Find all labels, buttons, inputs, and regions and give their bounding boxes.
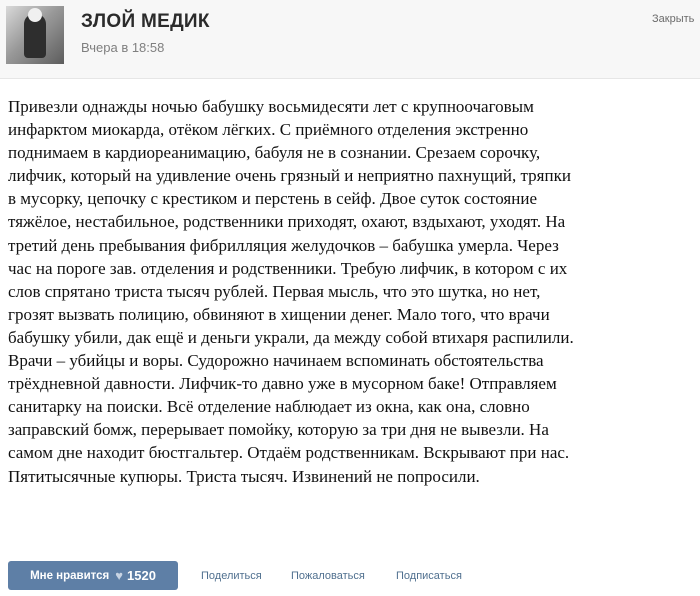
post-text-line: бабушку убили, дак ещё и деньги украли, да между собой втихаря распилили. (8, 327, 574, 347)
post-text (8, 95, 696, 488)
heart-icon: ♥ (115, 568, 123, 583)
post-text-line: слов спрятано триста тысяч рублей. Первая мысль, что это шутка, но нет, (8, 281, 541, 301)
group-name[interactable]: ЗЛОЙ МЕДИК (81, 11, 210, 32)
post-footer (0, 556, 700, 596)
post-text-line: в мусорку, цепочку с крестиком и перстень в сейф. Двое суток состояние (8, 189, 537, 209)
post-text-line: самом дне находит бюстгальтер. Отдаём родственникам. Вскрывают при нас. (8, 443, 570, 463)
share-link[interactable]: Поделиться (201, 570, 262, 582)
post-text-line: санитарку на поиски. Всё отделение наблюдает из окна, как она, словно (8, 397, 530, 417)
report-link[interactable]: Пожаловаться (291, 570, 365, 582)
like-button[interactable] (8, 561, 178, 590)
post-text-line: час на пороге зав. отделения и родственники. Требую лифчик, в котором с их (8, 258, 568, 278)
avatar-head (28, 8, 42, 22)
close-button[interactable]: Закрыть (652, 13, 695, 25)
subscribe-link[interactable]: Подписаться (396, 570, 462, 582)
like-count: 1520 (127, 568, 156, 583)
post-text-line: трёхдневной давности. Лифчик-то давно уже в мусорном баке! Отправляем (8, 374, 557, 394)
post-text-line: Привезли однажды ночью бабушку восьмидесяти лет с крупноочаговым (8, 97, 534, 116)
post-text-line: заправский бомж, перерывает помойку, которую за три дня не вывезли. На (8, 420, 549, 440)
post-header (0, 0, 700, 79)
group-avatar[interactable] (6, 6, 64, 64)
post-text-line: инфарктом миокарда, отёком лёгких. С приёмного отделения экстренно (8, 120, 529, 140)
post-text-line: лифчик, который на удивление очень грязный и неприятно пахнущий, тряпки (8, 166, 571, 186)
like-label: Мне нравится (30, 569, 110, 582)
post-text-line: тяжёлое, нестабильное, родственники приходят, охают, вздыхают, уходят. На (8, 212, 566, 232)
post-text-line: Врачи – убийцы и воры. Судорожно начинаем вспоминать обстоятельства (8, 351, 544, 371)
post-text-line: поднимаем в кардиореанимацию, бабуля не в сознании. Срезаем сорочку, (8, 143, 541, 163)
post-text-line: Пятитысячные купюры. Триста тысяч. Извинений не попросили. (8, 466, 480, 486)
post-text-line: третий день пребывания фибрилляция желудочков – бабушка умерла. Через (8, 235, 559, 255)
post-timestamp[interactable]: Вчера в 18:58 (81, 40, 165, 55)
post-text-line: грозят вызвать полицию, обвиняют в хищении денег. Мало того, что врачи (8, 304, 550, 324)
